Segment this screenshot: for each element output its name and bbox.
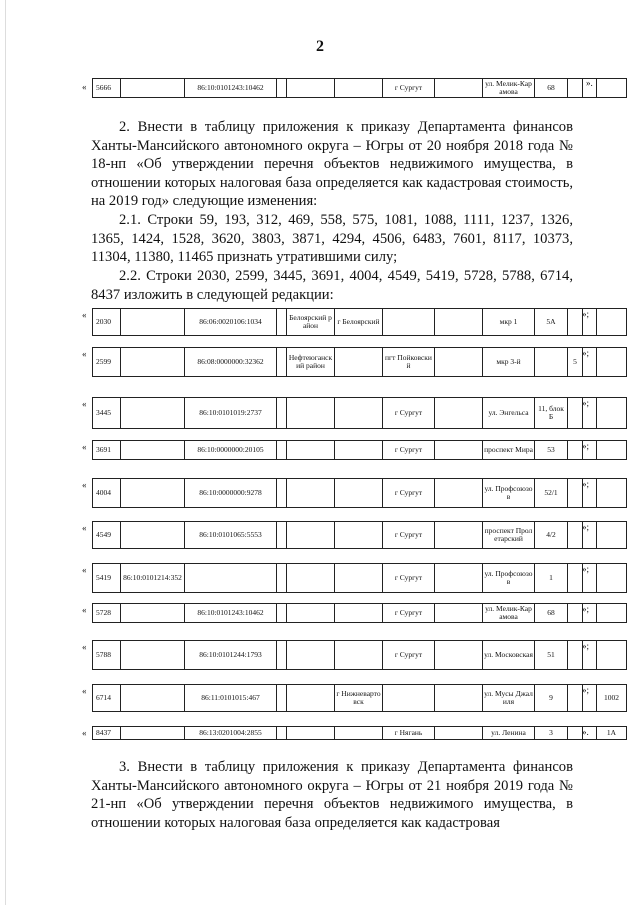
table-cell: 1А [597, 727, 627, 740]
table-cell [335, 604, 383, 623]
open-quote: « [82, 523, 87, 533]
table-row [93, 641, 627, 670]
table-cell: г Сургут [383, 604, 435, 623]
table-cell [287, 441, 335, 460]
table-cell [435, 564, 483, 593]
table-cell [121, 522, 185, 549]
table-cell [335, 641, 383, 670]
paragraph-2-1: 2.1. Строки 59, 193, 312, 469, 558, 575, 1081, 1088, 1111, 1237, 1326, 1365, 1424, 1528, 3620, 3803, 3871, 4294, 4506, 6483, 7601, 8117, 10373, 11304, 11380, 11465 признать утратившими силу; [91, 212, 573, 266]
open-quote: « [82, 399, 87, 409]
table-cell: ул. Мелик-Карамова [483, 604, 535, 623]
table-cell [435, 685, 483, 712]
table-cell [383, 309, 435, 336]
table-cell: 5666 [93, 79, 121, 98]
table-cell [287, 641, 335, 670]
table-cell [121, 309, 185, 336]
table-cell: 6714 [93, 685, 121, 712]
open-quote: « [82, 349, 87, 359]
table-cell: 51 [535, 641, 568, 670]
amended-row-table [92, 684, 627, 712]
table-cell: ул. Ленина [483, 727, 535, 740]
table-cell: г Нижневартовск [335, 685, 383, 712]
table-cell [568, 441, 583, 460]
paragraph-2-2: 2.2. Строки 2030, 2599, 3445, 3691, 4004, 4549, 5419, 5728, 5788, 6714, 8437 изложить в следующей редакции: [91, 268, 573, 303]
table-cell: г Сургут [383, 564, 435, 593]
table-cell: 2599 [93, 348, 121, 377]
close-quote: ». [586, 78, 593, 88]
table-cell [568, 522, 583, 549]
paragraph-2: 2. Внести в таблицу приложения к приказу Департамента финансов Ханты-Мансийского автономного округа – Югры от 20 ноября 2018 года № 18-нп «Об утверждении перечня объектов недвижимого имущества, в отношении которых налоговая база определяется как кадастровая стоимость, на 2019 год» следующие изменения: [91, 119, 573, 210]
table-cell [597, 564, 627, 593]
table-cell: 86:10:0000000:9278 [185, 479, 277, 508]
table-cell [277, 479, 287, 508]
close-quote: »; [582, 685, 590, 695]
table-cell: 3691 [93, 441, 121, 460]
table-row [93, 685, 627, 712]
table-row [93, 522, 627, 549]
table-cell [435, 441, 483, 460]
table-cell [435, 641, 483, 670]
amended-row-table [92, 347, 627, 377]
amended-row-table [92, 603, 627, 623]
page-edge-mark [5, 0, 6, 905]
table-cell [185, 564, 277, 593]
table-cell [597, 604, 627, 623]
table-cell: г Сургут [383, 79, 435, 98]
table-row [93, 479, 627, 508]
table-cell [435, 309, 483, 336]
table-cell [435, 348, 483, 377]
table-cell: ул. Мелик-Карамова [483, 79, 535, 98]
table-cell: проспект Мира [483, 441, 535, 460]
table-cell [287, 685, 335, 712]
table-cell: 86:08:0000000:32362 [185, 348, 277, 377]
table-cell: г Нягань [383, 727, 435, 740]
table-cell [287, 398, 335, 429]
table-row [93, 398, 627, 429]
open-quote: « [82, 442, 87, 452]
close-quote: ». [582, 727, 589, 737]
table-cell [277, 522, 287, 549]
table-cell [121, 641, 185, 670]
table-cell [277, 641, 287, 670]
table-cell [121, 398, 185, 429]
open-quote: « [82, 480, 87, 490]
open-quote: « [82, 605, 87, 615]
table-cell [287, 479, 335, 508]
open-quote: « [82, 565, 87, 575]
table-cell [277, 309, 287, 336]
table-cell [383, 685, 435, 712]
table-cell: 86:10:0101214:352 [121, 564, 185, 593]
table-cell: 8437 [93, 727, 121, 740]
open-quote: « [82, 82, 87, 92]
table-cell [335, 727, 383, 740]
table-cell: 3445 [93, 398, 121, 429]
table-cell [535, 348, 568, 377]
table-cell [277, 564, 287, 593]
table-cell [287, 604, 335, 623]
table-cell [121, 685, 185, 712]
table-cell [568, 564, 583, 593]
table-cell [568, 479, 583, 508]
amended-row-table [92, 397, 627, 429]
table-cell: мкр 1 [483, 309, 535, 336]
table-row [93, 309, 627, 336]
table-cell [597, 79, 627, 98]
table-cell: 3 [535, 727, 568, 740]
table-cell [568, 604, 583, 623]
table-cell [568, 727, 583, 740]
table-row [93, 604, 627, 623]
top-table-row [92, 78, 627, 98]
table-cell: 86:10:0101019:2737 [185, 398, 277, 429]
table-cell: Нефтеюганский район [287, 348, 335, 377]
table-row [93, 441, 627, 460]
table-cell: 5419 [93, 564, 121, 593]
table-cell [435, 604, 483, 623]
amended-row-table [92, 440, 627, 460]
close-quote: »; [582, 348, 590, 358]
amended-row-table [92, 478, 627, 508]
table-cell: 5 [568, 348, 583, 377]
table-cell: ул. Московская [483, 641, 535, 670]
table-cell [287, 564, 335, 593]
table-cell: 11, блок Б [535, 398, 568, 429]
open-quote: « [82, 728, 87, 738]
table-cell [435, 522, 483, 549]
close-quote: »; [582, 479, 590, 489]
page-number: 2 [316, 38, 324, 55]
table-cell: 86:10:0101243:10462 [185, 79, 277, 98]
table-cell [277, 348, 287, 377]
table-cell: г Сургут [383, 441, 435, 460]
table-cell: 5728 [93, 604, 121, 623]
table-cell [287, 522, 335, 549]
table-cell [121, 348, 185, 377]
amended-row-table [92, 521, 627, 549]
table-cell: 4004 [93, 479, 121, 508]
table-cell [568, 398, 583, 429]
table-cell: пгт Пойковский [383, 348, 435, 377]
table-cell [335, 441, 383, 460]
close-quote: »; [582, 641, 590, 651]
table-cell [277, 79, 287, 98]
table-cell: 52/1 [535, 479, 568, 508]
table-cell [435, 727, 483, 740]
table-cell: г Сургут [383, 522, 435, 549]
table-cell: 86:10:0101243:10462 [185, 604, 277, 623]
table-cell [568, 309, 583, 336]
table-row [93, 564, 627, 593]
close-quote: »; [582, 441, 590, 451]
table-cell: 86:10:0000000:20105 [185, 441, 277, 460]
table-cell: 1002 [597, 685, 627, 712]
table-cell [335, 348, 383, 377]
table-cell [568, 641, 583, 670]
table-cell [597, 522, 627, 549]
table-cell: 86:06:0020106:1034 [185, 309, 277, 336]
table-cell: 86:10:0101065:5553 [185, 522, 277, 549]
table-cell [597, 309, 627, 336]
table-cell [335, 398, 383, 429]
table-cell [597, 641, 627, 670]
table-cell [435, 479, 483, 508]
table-cell: 2030 [93, 309, 121, 336]
close-quote: »; [582, 604, 590, 614]
table-row [93, 348, 627, 377]
table-cell: г Сургут [383, 398, 435, 429]
table-cell [568, 685, 583, 712]
table-cell [277, 398, 287, 429]
close-quote: »; [582, 522, 590, 532]
table-cell: 86:10:0101244:1793 [185, 641, 277, 670]
table-cell: ул. Мусы Джалиля [483, 685, 535, 712]
table-cell [121, 479, 185, 508]
amended-row-table [92, 640, 627, 670]
amended-row-table [92, 308, 627, 336]
table-cell: Белоярский район [287, 309, 335, 336]
table-cell: ул. Профсоюзов [483, 479, 535, 508]
table-cell: 1 [535, 564, 568, 593]
table-cell [435, 398, 483, 429]
table-cell: г Сургут [383, 641, 435, 670]
table-cell [597, 398, 627, 429]
open-quote: « [82, 642, 87, 652]
table-cell [287, 79, 335, 98]
table-cell [277, 441, 287, 460]
table-cell: 4549 [93, 522, 121, 549]
table-cell: 9 [535, 685, 568, 712]
table-cell: 5788 [93, 641, 121, 670]
table-cell [335, 522, 383, 549]
table-cell [335, 564, 383, 593]
table-row [93, 79, 627, 98]
table-cell [335, 479, 383, 508]
table-cell: 4/2 [535, 522, 568, 549]
table-cell [121, 79, 185, 98]
table-cell [597, 479, 627, 508]
amended-row-table [92, 563, 627, 593]
table-cell [435, 79, 483, 98]
table-cell [335, 79, 383, 98]
table-cell [121, 604, 185, 623]
table-cell: 5А [535, 309, 568, 336]
table-cell: 68 [535, 79, 568, 98]
table-cell: г Сургут [383, 479, 435, 508]
open-quote: « [82, 310, 87, 320]
amended-row-table [92, 726, 627, 740]
table-cell [597, 348, 627, 377]
table-cell: г Белоярский [335, 309, 383, 336]
close-quote: »; [582, 564, 590, 574]
table-cell [277, 685, 287, 712]
table-cell [121, 441, 185, 460]
table-cell: ул. Энгельса [483, 398, 535, 429]
table-cell [277, 604, 287, 623]
table-cell [287, 727, 335, 740]
table-cell: проспект Пролетарский [483, 522, 535, 549]
table-row [93, 727, 627, 740]
open-quote: « [82, 686, 87, 696]
close-quote: »; [582, 398, 590, 408]
table-cell [121, 727, 185, 740]
paragraph-3: 3. Внести в таблицу приложения к приказу Департамента финансов Ханты-Мансийского автономного округа – Югры от 21 ноября 2019 года № 21-нп «Об утверждении перечня объектов недвижимого имущества, в отношении которых налоговая база определяется как кадастровая [91, 759, 573, 831]
table-cell [568, 79, 583, 98]
table-cell [597, 441, 627, 460]
table-cell: 53 [535, 441, 568, 460]
table-cell: 86:13:0201004:2855 [185, 727, 277, 740]
close-quote: »; [582, 309, 590, 319]
table-cell: мкр 3-й [483, 348, 535, 377]
table-cell: ул. Профсоюзов [483, 564, 535, 593]
table-cell: 68 [535, 604, 568, 623]
table-cell [277, 727, 287, 740]
table-cell: 86:11:0101015:467 [185, 685, 277, 712]
